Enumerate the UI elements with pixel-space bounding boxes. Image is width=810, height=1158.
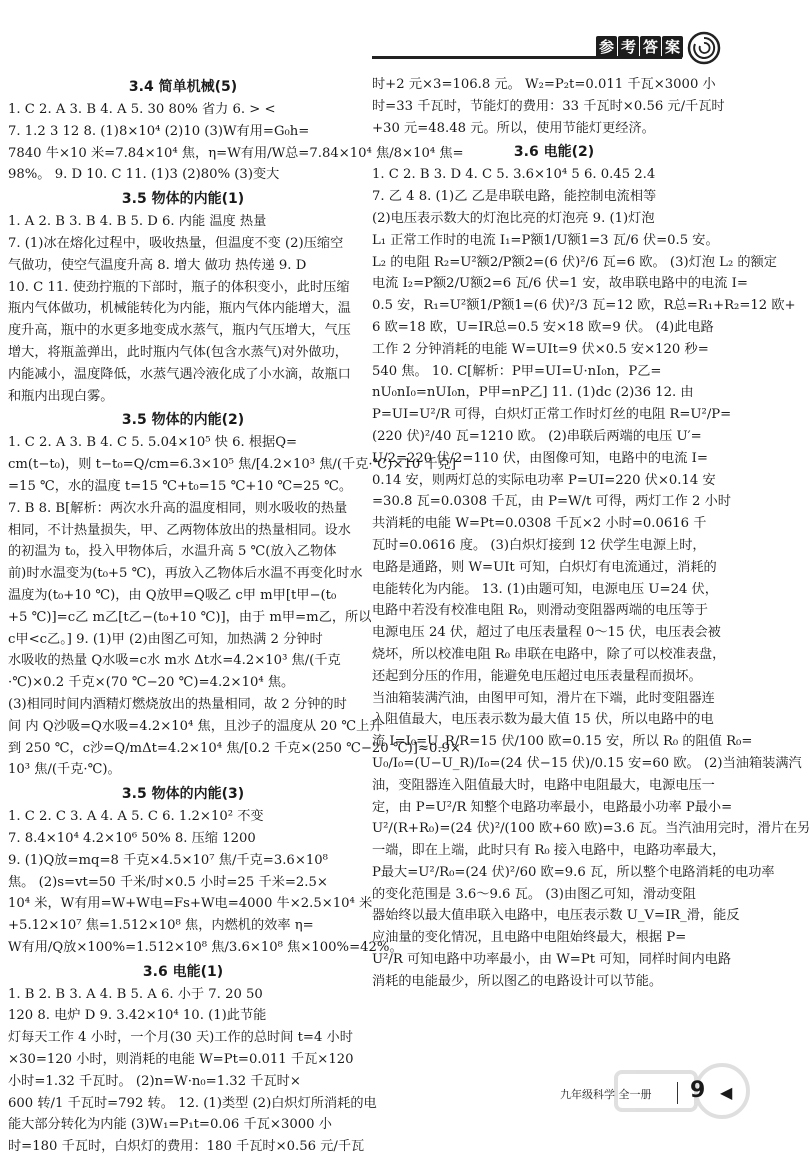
answer-line: 10. C 11. 使劲拧瓶的下部时，瓶子的体积变小，此时压缩 [8,279,350,295]
answer-line: U₀/I₀=(U−U_R)/I₀=(24 伏−15 伏)/0.15 安=60 欧。 (2)当油箱装满汽 [372,755,802,771]
answer-line: 焦。 (2)s=vt=50 千米/时×0.5 小时=25 千米=2.5× [8,874,328,890]
answer-line: =15 ℃，水的温度 t=15 ℃+t₀=15 ℃+10 ℃=25 ℃。 [8,478,353,494]
answer-line: 消耗的电能最少，所以图乙的电路设计可以节能。 [372,973,663,989]
answer-line: 和瓶内出现白雾。 [8,388,114,404]
answer-line: 7. 8.4×10⁴ 4.2×10⁶ 50% 8. 压缩 1200 [8,830,256,846]
answer-line: 1. C 2. B 3. D 4. C 5. 3.6×10⁴ 5 6. 0.45 2.4 [372,167,656,183]
header-char: 参 [596,36,617,58]
section-heading: 3.5 物体的内能(3) [121,786,245,803]
answer-line: 时=33 千瓦时，节能灯的费用：33 千瓦时×0.56 元/千瓦时 [372,98,725,114]
answer-line: (220 伏)²/40 瓦=1210 欧。 (2)串联后两端的电压 U′= [372,428,702,444]
answer-line: nU₀nI₀=nUI₀n，P甲=nP乙] 11. (1)dc (2)36 12. 由 [372,385,694,401]
section-heading: 3.5 物体的内能(1) [121,191,245,208]
answer-line: 烧坏，所以校准电阻 R₀ 串联在电路中，除了可以校准表盘， [372,646,726,662]
answer-line: 时+2 元×3=106.8 元。 W₂=P₂t=0.011 千瓦×3000 小 [372,77,716,92]
answer-line: 间 内 Q沙吸=Q水吸=4.2×10⁴ 焦，且沙子的温度从 20 ℃上升 [8,718,383,734]
header-char: 答 [640,36,661,58]
answer-line: 1. C 2. A 3. B 4. C 5. 5.04×10⁵ 快 6. 根据Q= [8,435,298,451]
answer-line: U²/(R+R₀)=(24 伏)²/(100 欧+60 欧)=3.6 瓦。当汽油用完时，滑片在另 [372,821,810,837]
answer-line: 98%。 9. D 10. C 11. (1)3 (2)80% (3)变大 [8,167,280,183]
answer-line: 7840 牛×10 米=7.84×10⁴ 焦，η=W有用/W总=7.84×10⁴ 焦/8×10⁴ 焦= [8,145,464,161]
page-arrow-icon: ◀ [720,1083,733,1102]
answer-line: ×30=120 小时，则消耗的电能 W=Pt=0.011 千瓦×120 [8,1052,354,1068]
answer-line: 7. B 8. B[解析：两次水升高的温度相同，则水吸收的热量 [8,500,348,516]
answer-line: 入阻值最大，电压表示数为最大值 15 伏，所以电路中的电 [372,712,714,728]
answer-line: 瓦时=0.0616 度。 (3)白炽灯接到 12 伏学生电源上时， [372,537,706,553]
answer-line: 10³ 焦/(千克·℃)。 [8,762,121,778]
answer-line: 内能减小，温度降低，水蒸气遇冷液化成了小水滴，故瓶口 [8,366,351,382]
answer-line: 当油箱装满汽油，由图甲可知，滑片在下端，此时变阻器连 [372,690,715,706]
answer-line: 定，由 P=U²/R 知整个电路功率最小，电路最小功率 P最小= [372,799,733,815]
answer-line: 10⁴ 米，W有用=W+W电=Fs+W电=4000 牛×2.5×10⁴ 米 [8,896,373,912]
answer-line: L₁ 正常工作时的电流 I₁=P额1/U额1=3 瓦/6 伏=0.5 安。 [372,232,719,248]
answer-line: 的变化范围是 3.6～9.6 瓦。 (3)由图乙可知，滑动变阻 [372,886,696,902]
answer-key-header [596,36,683,60]
answer-line: 1. C 2. C 3. A 4. A 5. C 6. 1.2×10² 不变 [8,809,264,825]
answer-line: 120 8. 电炉 D 9. 3.42×10⁴ 10. (1)此节能 [8,1008,267,1024]
answer-line: 的初温为 t₀，投入甲物体后，水温升高 5 ℃(放入乙物体 [8,544,337,560]
answer-line: 600 转/1 千瓦时=792 转。 12. (1)类型 (2)白炽灯所消耗的电 [8,1095,377,1111]
answer-line: c甲<c乙。] 9. (1)甲 (2)由图乙可知，加热满 2 分钟时 [8,631,323,647]
answer-line: 7. 乙 4 8. (1)乙 乙是串联电路，能控制电流相等 [372,189,657,205]
answer-line: 电源电压 24 伏，超过了电压表量程 0～15 伏，电压表会被 [372,625,721,641]
answer-line: (3)相同时间内酒精灯燃烧放出的热量相同，故 2 分钟的时 [8,696,347,712]
footer-divider [677,1082,678,1104]
answer-line: 7. (1)冰在熔化过程中，吸收热量，但温度不变 (2)压缩空 [8,235,344,251]
answer-line: 到 250 ℃，c沙=Q/mΔt=4.2×10⁴ 焦/[0.2 千克×(250 ℃−20 ℃)]≈0.9× [8,740,461,756]
answer-line: 电流 I₂=P额2/U额2=6 瓦/6 伏=1 安，故串联电路中的电流 I= [372,276,748,292]
answer-line: U/2=220 伏/2=110 伏，由图像可知，电路中的电流 I= [372,450,708,466]
answer-line: P=UI=U²/R 可得，白炽灯正常工作时灯丝的电阻 R=U²/P= [372,407,732,423]
answer-line: +5.12×10⁷ 焦=1.512×10⁸ 焦，内燃机的效率 η= [8,918,314,934]
footer-book-title: 九年级科学 全一册 [560,1088,652,1101]
answer-line: 一端，即在上端，此时只有 R₀ 接入电路中，电路功率最大， [372,843,726,859]
answer-line: +30 元=48.48 元。所以，使用节能灯更经济。 [372,120,655,136]
answer-line: 时=180 千瓦时，白炽灯的费用：180 千瓦时×0.56 元/千瓦 [8,1139,365,1155]
header-char: 案 [662,36,683,58]
answer-line: +5 ℃)]=c乙 m乙[t乙−(t₀+10 ℃)]，由于 m甲=m乙，所以 [8,609,372,625]
answer-line: 1. B 2. B 3. A 4. B 5. A 6. 小于 7. 20 50 [8,986,263,1002]
spiral-logo-icon [686,30,722,66]
answer-line: P最大=U²/R₀=(24 伏)²/60 欧=9.6 瓦，所以整个电路消耗的电功率 [372,864,775,880]
answer-line: 应油量的变化情况，且电路中电阻始终最大，根据 P= [372,930,687,946]
answer-line: 6 欧=18 欧，U=IR总=0.5 安×18 欧=9 伏。 (4)此电路 [372,319,714,335]
answer-line: 电路是通路，则 W=UIt 可知，白炽灯有电流通过，消耗的 [372,559,717,575]
answer-line: U²/R 可知电路中功率最小，由 W=Pt 可知，同样时间内电路 [372,952,732,968]
answer-line: 温度为(t₀+10 ℃)，由 Q放甲=Q吸乙 c甲 m甲[t甲−(t₀ [8,587,337,603]
answer-line: 器始终以最大值串联入电路中，电压表示数 U_V=IR_滑，能反 [372,908,740,924]
answer-line: ·℃)×0.2 千克×(70 ℃−20 ℃)=4.2×10⁴ 焦。 [8,675,295,691]
answer-line: W有用/Q放×100%=1.512×10⁸ 焦/3.6×10⁸ 焦×100%=42%。 [8,939,403,955]
answer-line: 水吸收的热量 Q水吸=c水 m水 Δt水=4.2×10³ 焦/(千克 [8,653,341,669]
answer-line: 9. (1)Q放=mq=8 千克×4.5×10⁷ 焦/千克=3.6×10⁸ [8,852,328,868]
answer-line: 1. C 2. A 3. B 4. A 5. 30 80% 省力 6. > < [8,102,276,117]
right-answer-column [372,74,810,993]
answer-line: 度升高，瓶中的水更多地变成水蒸气，瓶内气压增大，气压 [8,323,351,339]
answer-line: cm(t−t₀)，则 t−t₀=Q/cm=6.3×10⁵ 焦/[4.2×10³ 焦/(千克·℃)×10 千克] [8,457,456,473]
answer-line: =30.8 瓦=0.0308 千瓦，由 P=W/t 可得，两灯工作 2 小时 [372,494,731,510]
answer-line: 工作 2 分钟消耗的电能 W=UIt=9 伏×0.5 安×120 秒= [372,341,709,357]
answer-line: 灯每天工作 4 小时，一个月(30 天)工作的总时间 t=4 小时 [8,1030,353,1046]
answer-line: 小时=1.32 千瓦时。 (2)n=W·n₀=1.32 千瓦时× [8,1073,301,1089]
answer-line: 油，变阻器连入阻值最大时，电路中电阻最大，电源电压一 [372,777,715,793]
answer-line: 电路中若没有校准电阻 R₀，则滑动变阻器两端的电压等于 [372,603,708,619]
answer-line: 电能转化为内能。 13. (1)由题可知，电源电压 U=24 伏， [372,581,718,597]
answer-line: (2)电压表示数大的灯泡比亮的灯泡亮 9. (1)灯泡 [372,210,655,226]
answer-line: 相同，不计热量损失，甲、乙两物体放出的热量相同。设水 [8,522,351,538]
answer-line: 0.5 安，R₁=U²额1/P额1=(6 伏)²/3 瓦=12 欧，R总=R₁+R₂=12 欧+ [372,298,796,314]
answer-line: 前)时水温变为(t₀+5 ℃)，再放入乙物体后水温不再变化时水 [8,566,363,582]
left-answer-column [8,74,464,1158]
answer-line: 540 焦。 10. C[解析：P甲=UI=U·nI₀n，P乙= [372,363,662,379]
header-char: 考 [618,36,639,58]
answer-line: 气做功，使空气温度升高 8. 增大 做功 热传递 9. D [8,257,307,273]
answer-line: 增大，将瓶盖弹出，此时瓶内气体(包含水蒸气)对外做功， [8,344,348,360]
answer-line: 7. 1.2 3 12 8. (1)8×10⁴ (2)10 (3)W有用=G₀h= [8,123,310,139]
answer-line: 0.14 安，则两灯总的实际电功率 P=UI=220 伏×0.14 安 [372,472,716,488]
answer-line: 能大部分转化为内能 (3)W₁=P₁t=0.06 千瓦×3000 小 [8,1117,332,1133]
section-heading: 3.6 电能(1) [142,963,224,980]
section-heading: 3.4 简单机械(5) [128,79,238,95]
answer-line: 流 I=I₀=U_R/R=15 伏/100 欧=0.15 安，所以 R₀ 的阻值 R₀= [372,734,753,750]
answer-line: 还起到分压的作用，能避免电压超过电压表量程而损坏。 [372,668,702,684]
answer-line: 共消耗的电能 W=Pt=0.0308 千瓦×2 小时=0.0616 千 [372,516,707,532]
page-number: 9 [690,1078,706,1103]
section-heading: 3.6 电能(2) [513,144,595,161]
answer-line: L₂ 的电阻 R₂=U²额2/P额2=(6 伏)²/6 瓦=6 欧。 (3)灯泡 L₂ 的额定 [372,254,777,270]
section-heading: 3.5 物体的内能(2) [121,412,245,429]
answer-line: 1. A 2. B 3. B 4. B 5. D 6. 内能 温度 热量 [8,214,267,230]
answer-line: 瓶内气体做功，机械能转化为内能，瓶内气体内能增大，温 [8,301,351,317]
